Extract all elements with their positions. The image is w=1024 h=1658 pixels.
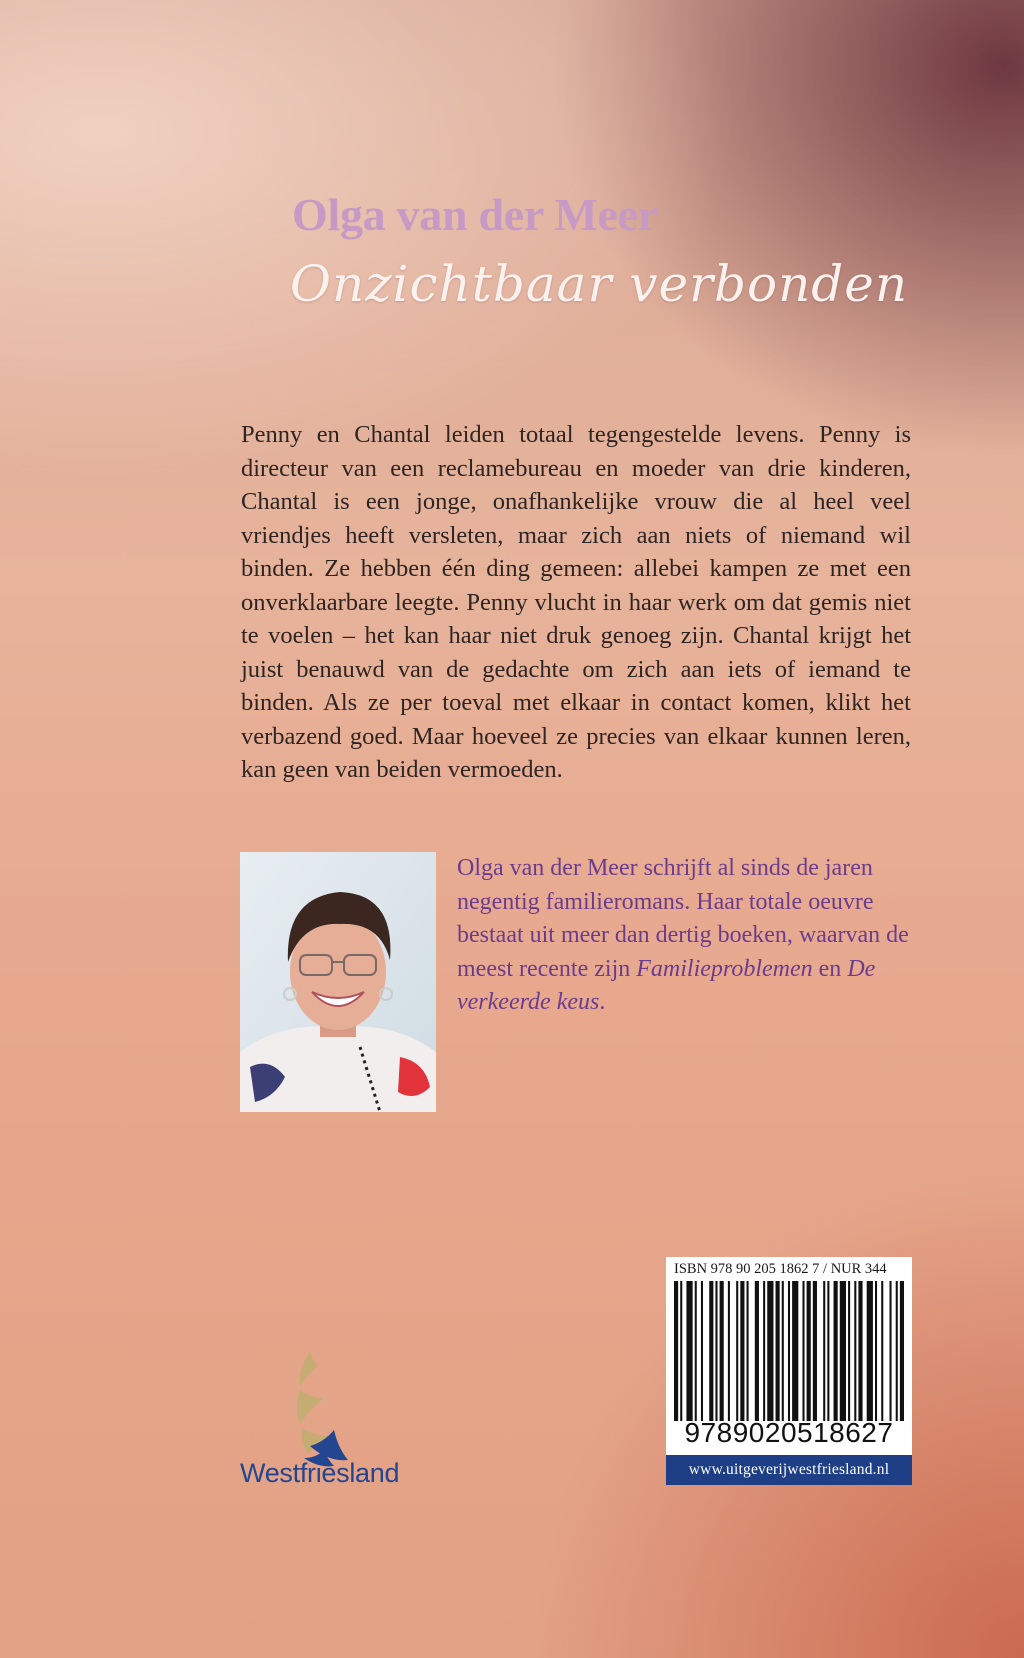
barcode-bar [720,1281,724,1421]
book-reference-2: De verkeerde keus [457,955,876,1015]
barcode-bar [807,1281,811,1421]
barcode-bar [686,1281,692,1421]
barcode-bar [740,1281,744,1421]
book-reference-1: Familieproblemen [636,955,813,982]
barcode-bar [715,1281,717,1421]
barcode-bar [767,1281,773,1421]
barcode-bar [701,1281,703,1421]
barcode-bar [823,1281,825,1421]
barcode-digits: 9789020518627 [684,1417,894,1448]
barcode-bar [736,1281,738,1421]
barcode-bar [854,1281,856,1421]
barcode-bar [728,1281,730,1421]
barcode-bar [782,1281,784,1421]
barcode-bar [802,1281,804,1421]
barcode-bars [674,1281,904,1421]
barcode-bar [813,1281,817,1421]
barcode-panel [666,1257,912,1455]
bio-end: . [599,989,606,1015]
isbn-text: ISBN 978 90 205 1862 7 / NUR 344 [674,1261,887,1277]
barcode-bar [875,1281,877,1421]
barcode-bar [867,1281,873,1421]
barcode-bar [709,1281,713,1421]
barcode-bar [695,1281,697,1421]
blurb-text: Penny en Chantal leiden totaal tegengestelde levens. Penny is directeur van een reclamebureau en moeder van drie kinderen, Chantal is een jonge, onafhankelijke vrouw die al heel veel vriendjes heeft versleten, maar zich aan niets of niemand wil binden. Ze hebben één ding gemeen: allebei kampen ze met een onverklaarbare leegte. Penny vlucht in haar werk om dat gemis niet te voelen – het kan haar niet druk genoeg zijn. Chantal krijgt het juist benauwd van de gedachte om zich aan iets of iemand te binden. Als ze per toeval met elkaar in contact komen, klikt het verbazend goed. Maar hoeveel ze precies van elkaar kunnen leren, kan geen van beiden vermoeden. [241,421,911,783]
barcode-bar [848,1281,850,1421]
barcode-bar [747,1281,749,1421]
author-bio [457,852,927,1020]
barcode-bar [896,1281,898,1421]
author-name: Olga van der Meer [292,189,658,240]
barcode-bar [680,1281,682,1421]
barcode-bar [827,1281,829,1421]
book-title: Onzichtbaar verbonden [290,255,909,313]
bio-connector: en [818,955,842,982]
barcode-bar [755,1281,759,1421]
barcode-bar [889,1281,891,1421]
publisher-url: www.uitgeverijwestfriesland.nl [666,1455,912,1485]
barcode-bar [900,1281,904,1421]
barcode-bar [776,1281,780,1421]
barcode-bar [834,1281,838,1421]
barcode-bar [674,1281,678,1421]
author-bio-text: Olga van der Meer schrijft al sinds de jaren negentig familieromans. Haar totale oeuvre bestaat uit meer dan dertig boeken, waarvan de meest recente zijn [457,855,909,982]
barcode-bar [840,1281,846,1421]
barcode-bar [881,1281,883,1421]
barcode-bar [788,1281,790,1421]
barcode-bar [763,1281,765,1421]
barcode-bar [858,1281,862,1421]
barcode-bar [792,1281,798,1421]
author-photo [240,852,436,1112]
publisher-name: Westfriesland [240,1458,400,1488]
